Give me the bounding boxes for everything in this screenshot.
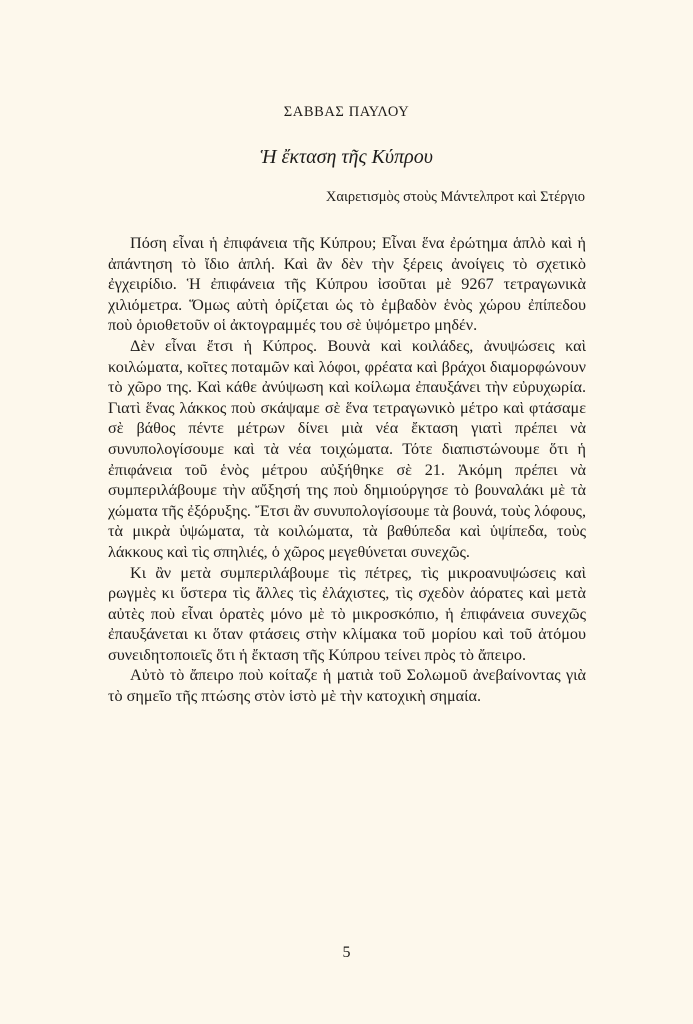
paragraph: Δὲν εἶναι ἔτσι ἡ Κύπρος. Βουνὰ καὶ κοιλάδες, ἀνυψώσεις καὶ κοιλώματα, κοῖτες ποταμῶν καὶ λόφοι, φρέατα καὶ βράχοι διαμορφώνουν τὸ χῶρο της. Καὶ κάθε ἀνύψωση καὶ κοίλωμα ἐπαυξάνει τὴν εὐρυχωρία. Γιατὶ ἕνας λάκκος ποὺ σκάψαμε σὲ ἕνα τετραγωνικὸ μέτρο καὶ φτάσαμε σὲ βάθος πέντε μέτρων δίνει μιὰ νέα ἔκταση γιατὶ πρέπει νὰ συνυπολογίσουμε καὶ τὰ νέα τοιχώματα. Τότε διαπιστώνουμε ὅτι ἡ ἐπιφάνεια τοῦ ἑνὸς μέτρου αὐξήθηκε σὲ 21. Ἀκόμη πρέπει νὰ συμπεριλάβουμε τὴν αὔξησή της ποὺ δημιούργησε τὸ βουναλάκι μὲ τὰ χώματα τῆς ἐξόρυξης. Ἔτσι ἂν συνυπολογίσουμε τὰ βουνά, τοὺς λόφους, τὰ μικρὰ ὑψώματα, τὰ κοιλώματα, τὰ βαθύπεδα καὶ ὑψίπεδα, τοὺς λάκκους καὶ τὶς σπηλιές, ὁ χῶρος μεγεθύνεται συνεχῶς. xyxy=(108,336,586,561)
author-name: ΣΑΒΒΑΣ ΠΑΥΛΟΥ xyxy=(283,104,410,120)
paragraph: Αὐτὸ τὸ ἄπειρο ποὺ κοίταζε ἡ ματιὰ τοῦ Σολωμοῦ ἀνεβαίνοντας γιὰ τὸ σημεῖο τῆς πτώσης στὸν ἱστὸ μὲ τὴν κατοχικὴ σημαία. xyxy=(108,666,586,706)
page-number: 5 xyxy=(342,944,351,961)
paragraph: Πόση εἶναι ἡ ἐπιφάνεια τῆς Κύπρου; Εἶναι ἕνα ἐρώτημα ἁπλὸ καὶ ἡ ἀπάντηση τὸ ἴδιο ἁπλή. Καὶ ἂν δὲν τὴν ξέρεις ἀνοίγεις τὸ σχετικὸ ἐγχειρίδιο. Ἡ ἐπιφάνεια τῆς Κύπρου ἰσοῦται μὲ 9267 τετραγωνικὰ χιλιόμετρα. Ὅμως αὐτὴ ὁρίζεται ὡς τὸ ἐμβαδὸν ἑνὸς χώρου ἐπίπεδου ποὺ ὁριοθετοῦν οἱ ἀκτογραμμές του σὲ ὑψόμετρο μηδέν. xyxy=(108,234,586,335)
poem-title: Ἡ ἔκταση τῆς Κύπρου xyxy=(260,146,433,168)
body-text xyxy=(108,233,586,707)
dedication: Χαιρετισμὸς στοὺς Μάντελπροτ καὶ Στέργιο xyxy=(325,189,585,205)
paragraph: Κι ἂν μετὰ συμπεριλάβουμε τὶς πέτρες, τὶς μικροανυψώσεις καὶ ρωγμὲς κι ὕστερα τὶς ἄλλες τὶς ἐλάχιστες, τὶς σχεδὸν ἀόρατες καὶ μετὰ αὐτὲς ποὺ εἶναι ὁρατὲς μόνο μὲ τὸ μικροσκόπιο, ἡ ἐπιφάνεια συνεχῶς ἐπαυξάνεται κι ὅταν φτάσεις στὴν κλίμακα τοῦ μορίου καὶ τοῦ ἀτόμου συνειδητοποιεῖς ὅτι ἡ ἔκταση τῆς Κύπρου τείνει πρὸς τὸ ἄπειρο. xyxy=(108,563,586,664)
